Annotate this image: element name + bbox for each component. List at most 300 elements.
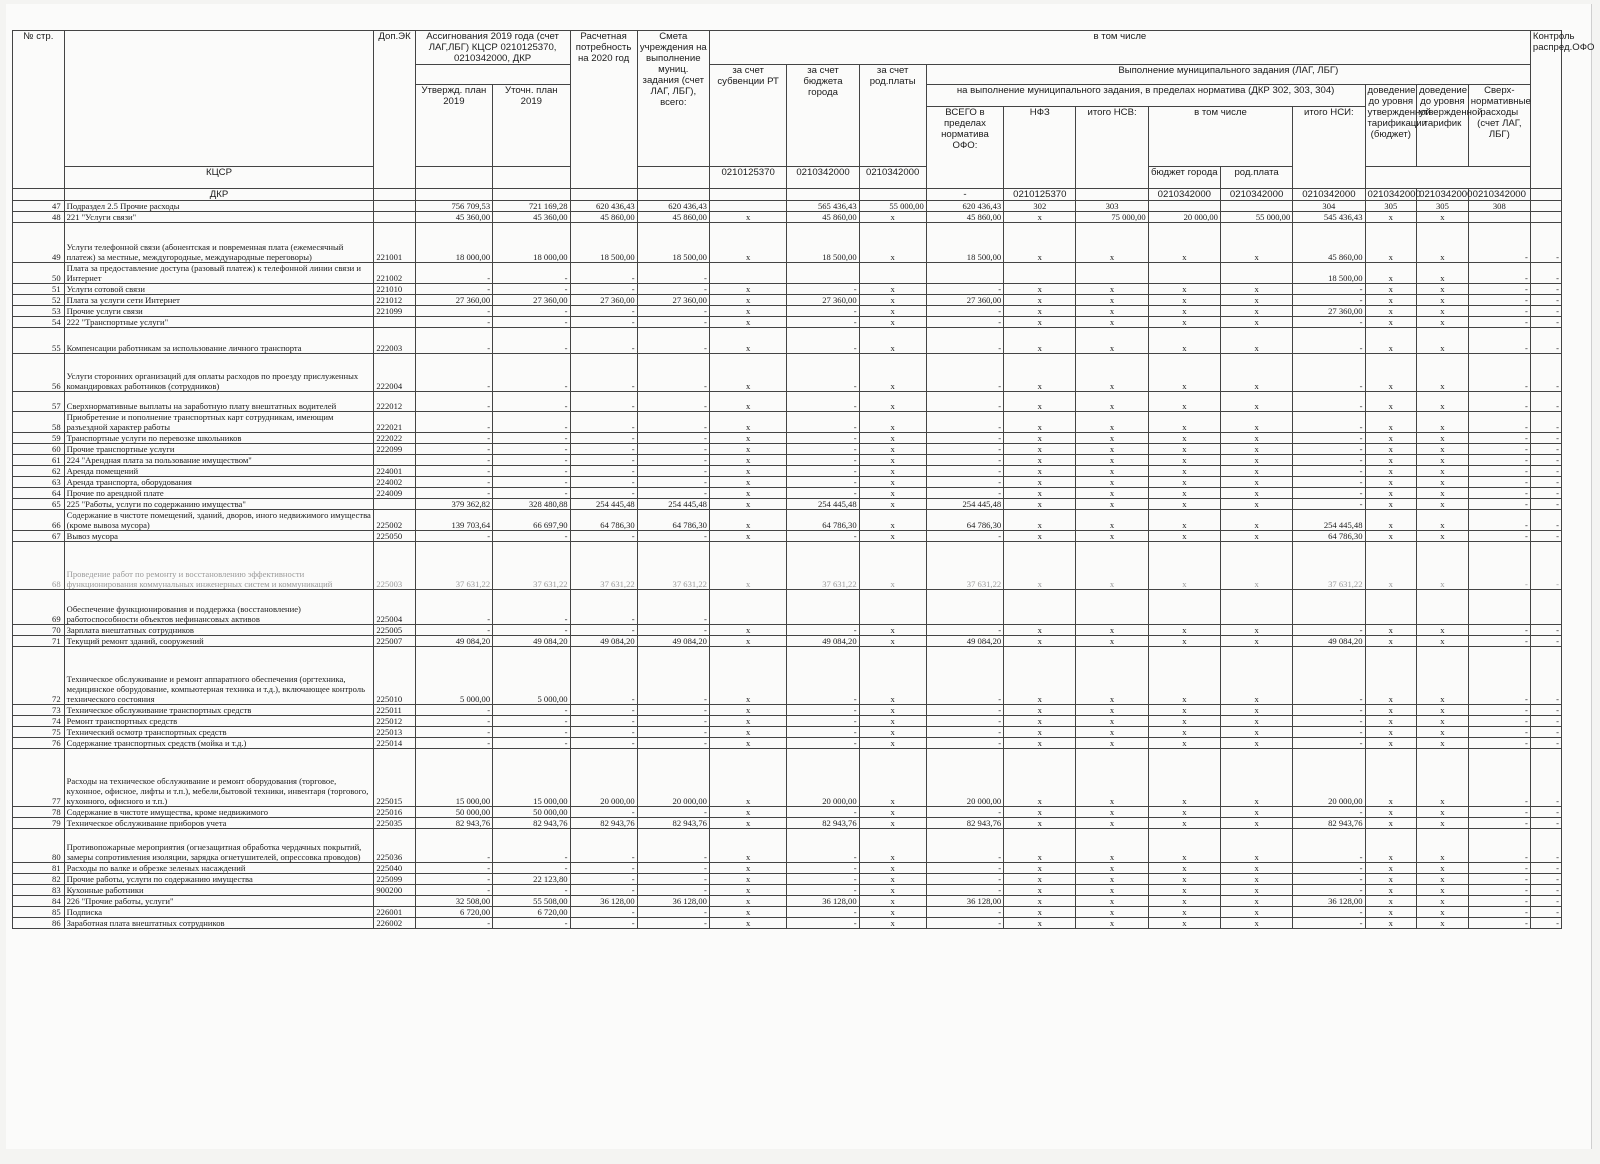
row-value: x xyxy=(709,392,786,412)
row-value: - xyxy=(1530,818,1561,829)
row-value: - xyxy=(493,284,570,295)
row-value: - xyxy=(415,863,492,874)
row-value: 37 631,22 xyxy=(787,542,859,590)
row-value: x xyxy=(1417,885,1469,896)
row-value: - xyxy=(926,625,1003,636)
row-value: x xyxy=(1417,317,1469,328)
row-name: Услуги телефонной связи (абонентская и повременная плата (ежемесячный платеж) за местные, междугородные, международные переговоры) xyxy=(64,223,374,263)
row-value: x xyxy=(709,488,786,499)
row-value: x xyxy=(709,716,786,727)
row-value: x xyxy=(709,444,786,455)
row-value: - xyxy=(787,885,859,896)
row-value: - xyxy=(637,412,709,433)
row-value: x xyxy=(1365,705,1417,716)
row-value: x xyxy=(709,896,786,907)
row-value: x xyxy=(1076,542,1148,590)
row-value: - xyxy=(926,716,1003,727)
row-value: x xyxy=(1220,885,1292,896)
row-value: - xyxy=(1530,444,1561,455)
table-row xyxy=(13,263,1562,284)
row-value: x xyxy=(1417,212,1469,223)
row-value: x xyxy=(1148,284,1220,295)
row-value: x xyxy=(859,466,926,477)
row-value: x xyxy=(1220,863,1292,874)
table-row xyxy=(13,444,1562,455)
row-value: x xyxy=(859,284,926,295)
row-value: x xyxy=(1365,647,1417,705)
row-value: x xyxy=(1365,749,1417,807)
row-value: - xyxy=(1530,636,1561,647)
row-value: - xyxy=(415,477,492,488)
row-value: x xyxy=(1365,223,1417,263)
row-value: - xyxy=(1530,716,1561,727)
row-name: Ремонт транспортных средств xyxy=(64,716,374,727)
row-value: - xyxy=(1530,499,1561,510)
row-value: x xyxy=(1004,907,1076,918)
row-value: - xyxy=(1530,738,1561,749)
row-value: - xyxy=(1293,738,1365,749)
row-code xyxy=(374,455,415,466)
row-value: x xyxy=(859,295,926,306)
row-code: 225003 xyxy=(374,542,415,590)
row-value xyxy=(926,590,1003,625)
row-code: 225099 xyxy=(374,874,415,885)
row-value: 82 943,76 xyxy=(493,818,570,829)
row-value: - xyxy=(787,727,859,738)
row-value: 37 631,22 xyxy=(1293,542,1365,590)
row-value: x xyxy=(1076,807,1148,818)
row-value: x xyxy=(1148,354,1220,392)
row-number: 61 xyxy=(13,455,65,466)
row-value: 49 084,20 xyxy=(415,636,492,647)
row-number: 50 xyxy=(13,263,65,284)
row-value: x xyxy=(1004,510,1076,531)
row-value: - xyxy=(1530,727,1561,738)
header-nfz: НФЗ xyxy=(1004,107,1076,189)
row-value: 254 445,48 xyxy=(637,499,709,510)
row-code: 225004 xyxy=(374,590,415,625)
row-value: x xyxy=(1148,488,1220,499)
row-value: - xyxy=(1530,874,1561,885)
row-value: - xyxy=(637,907,709,918)
row-value: 27 360,00 xyxy=(637,295,709,306)
row-value: x xyxy=(1076,284,1148,295)
row-value: - xyxy=(637,444,709,455)
row-value: - xyxy=(1293,444,1365,455)
row-value: - xyxy=(1530,531,1561,542)
row-value: 27 360,00 xyxy=(1293,306,1365,317)
row-value: - xyxy=(570,625,637,636)
header-itogo-nsi: итого НСИ: xyxy=(1293,107,1365,189)
row-value: 18 500,00 xyxy=(926,223,1003,263)
row-value: x xyxy=(1365,317,1417,328)
table-row xyxy=(13,354,1562,392)
row-value: x xyxy=(1076,466,1148,477)
row-value: x xyxy=(1220,749,1292,807)
header-assign: Ассигнования 2019 года (счет ЛАГ,ЛБГ) КЦСР 0210125370, 0210342000, ДКР xyxy=(415,31,570,65)
row-value: x xyxy=(1076,727,1148,738)
row-value: - xyxy=(570,317,637,328)
row-value: - xyxy=(926,477,1003,488)
row-value: 254 445,48 xyxy=(787,499,859,510)
row-value: x xyxy=(1417,433,1469,444)
row-value: x xyxy=(1220,466,1292,477)
row-value: 20 000,00 xyxy=(1148,212,1220,223)
row-value: - xyxy=(570,738,637,749)
row-value: x xyxy=(1417,716,1469,727)
row-value: x xyxy=(1148,328,1220,354)
row-value: x xyxy=(1076,749,1148,807)
row-value: - xyxy=(1530,412,1561,433)
row-value: x xyxy=(709,477,786,488)
row-value: - xyxy=(637,328,709,354)
header-doveden2: доведение до уровня утвержденной тарифик xyxy=(1417,85,1469,167)
row-value: 37 631,22 xyxy=(637,542,709,590)
row-value: - xyxy=(787,466,859,477)
row-name: Расходы по валке и обрезке зеленых насаждений xyxy=(64,863,374,874)
row-value: 620 436,43 xyxy=(637,201,709,212)
row-value: 49 084,20 xyxy=(570,636,637,647)
row-value: - xyxy=(415,263,492,284)
row-value: - xyxy=(637,829,709,863)
row-value: x xyxy=(859,818,926,829)
row-value: - xyxy=(637,531,709,542)
row-value: - xyxy=(637,885,709,896)
row-name: Техническое обслуживание и ремонт аппаратного обеспечения (оргтехника, медицинское оборудование, компьютерная техника и т.д.), включающее контроль технического состояния xyxy=(64,647,374,705)
row-value xyxy=(859,590,926,625)
row-value: - xyxy=(1530,807,1561,818)
row-value: x xyxy=(1004,705,1076,716)
table-row xyxy=(13,625,1562,636)
row-value: - xyxy=(493,466,570,477)
row-value: - xyxy=(570,412,637,433)
table-row xyxy=(13,749,1562,807)
row-code: 225015 xyxy=(374,749,415,807)
row-value xyxy=(709,263,786,284)
row-value: x xyxy=(1220,918,1292,929)
row-value: x xyxy=(859,749,926,807)
row-value xyxy=(709,201,786,212)
row-value: - xyxy=(787,433,859,444)
row-value: x xyxy=(1076,412,1148,433)
row-name: Плата за предоставление доступа (разовый платеж) к телефонной линии связи и Интернет xyxy=(64,263,374,284)
row-value: x xyxy=(1365,636,1417,647)
row-value: - xyxy=(415,531,492,542)
header-budg-gor: бюджет города xyxy=(1148,167,1220,189)
row-value: x xyxy=(1148,863,1220,874)
row-value: - xyxy=(493,716,570,727)
row-value: - xyxy=(570,918,637,929)
row-value: x xyxy=(1220,705,1292,716)
row-number: 55 xyxy=(13,328,65,354)
header-kcsr-nfz: 0210125370 xyxy=(1004,189,1076,201)
row-value: - xyxy=(1468,907,1530,918)
row-number: 68 xyxy=(13,542,65,590)
table-row xyxy=(13,212,1562,223)
row-value: - xyxy=(1468,863,1530,874)
row-value: x xyxy=(859,863,926,874)
row-value: 5 000,00 xyxy=(493,647,570,705)
row-value: x xyxy=(859,488,926,499)
row-value: x xyxy=(1004,477,1076,488)
row-value: x xyxy=(1004,625,1076,636)
header-vyp-norm: на выполнение муниципального задания, в пределах норматива (ДКР 302, 303, 304) xyxy=(926,85,1365,107)
row-value: 254 445,48 xyxy=(1293,510,1365,531)
row-value: x xyxy=(859,907,926,918)
row-name: Вывоз мусора xyxy=(64,531,374,542)
row-value xyxy=(709,590,786,625)
header-no: № стр. xyxy=(13,31,65,189)
row-value: x xyxy=(709,212,786,223)
row-value: x xyxy=(1220,306,1292,317)
row-value: 82 943,76 xyxy=(637,818,709,829)
row-value: - xyxy=(570,354,637,392)
row-value: x xyxy=(1417,263,1469,284)
row-value: x xyxy=(1076,499,1148,510)
row-code: 225005 xyxy=(374,625,415,636)
row-value: x xyxy=(1417,488,1469,499)
row-value: - xyxy=(493,590,570,625)
row-value: x xyxy=(1148,477,1220,488)
row-value: x xyxy=(1220,354,1292,392)
row-value: 37 631,22 xyxy=(415,542,492,590)
row-value: - xyxy=(570,885,637,896)
row-value: 15 000,00 xyxy=(415,749,492,807)
table-row xyxy=(13,818,1562,829)
row-value: x xyxy=(709,807,786,818)
table-row xyxy=(13,306,1562,317)
row-value: - xyxy=(570,531,637,542)
header-dkr-dov: 0210342000 xyxy=(1365,189,1417,201)
row-value: x xyxy=(1004,223,1076,263)
row-value xyxy=(1220,201,1292,212)
row-value: - xyxy=(787,531,859,542)
row-value: x xyxy=(1004,412,1076,433)
row-name: Заработная плата внештатных сотрудников xyxy=(64,918,374,929)
table-row xyxy=(13,727,1562,738)
row-code: 221099 xyxy=(374,306,415,317)
row-value: - xyxy=(926,907,1003,918)
row-value: x xyxy=(1365,499,1417,510)
table-row xyxy=(13,295,1562,306)
row-value: - xyxy=(637,433,709,444)
row-value: x xyxy=(1365,433,1417,444)
row-value: - xyxy=(570,284,637,295)
row-value: 32 508,00 xyxy=(415,896,492,907)
row-value: x xyxy=(709,885,786,896)
row-value: 721 169,28 xyxy=(493,201,570,212)
row-value: x xyxy=(1076,636,1148,647)
row-value: 545 436,43 xyxy=(1293,212,1365,223)
row-value: x xyxy=(1076,625,1148,636)
row-value: - xyxy=(1293,625,1365,636)
row-value: 18 000,00 xyxy=(493,223,570,263)
row-code: 900200 xyxy=(374,885,415,896)
row-value: x xyxy=(1076,829,1148,863)
row-value xyxy=(1148,590,1220,625)
row-value: - xyxy=(637,306,709,317)
row-value: x xyxy=(1417,818,1469,829)
row-value: - xyxy=(926,807,1003,818)
row-value: x xyxy=(1417,727,1469,738)
row-value: x xyxy=(1148,896,1220,907)
row-code xyxy=(374,212,415,223)
row-value: x xyxy=(1365,807,1417,818)
row-value: 49 084,20 xyxy=(637,636,709,647)
row-value: x xyxy=(859,317,926,328)
row-value: - xyxy=(1468,829,1530,863)
row-value: - xyxy=(1530,477,1561,488)
row-value: - xyxy=(926,647,1003,705)
row-value: - xyxy=(493,412,570,433)
row-value: x xyxy=(1365,531,1417,542)
row-value: x xyxy=(1004,874,1076,885)
row-value: - xyxy=(1293,317,1365,328)
row-value: - xyxy=(570,488,637,499)
row-value: x xyxy=(1365,863,1417,874)
row-name: 225 "Работы, услуги по содержанию имущества" xyxy=(64,499,374,510)
row-name: Содержание транспортных средств (мойка и т.д.) xyxy=(64,738,374,749)
row-value: - xyxy=(926,328,1003,354)
row-value: x xyxy=(1004,636,1076,647)
row-value: - xyxy=(1468,625,1530,636)
row-value: - xyxy=(926,354,1003,392)
row-code xyxy=(374,317,415,328)
row-value: - xyxy=(1468,531,1530,542)
row-value: x xyxy=(1417,625,1469,636)
table-row xyxy=(13,829,1562,863)
table-row xyxy=(13,284,1562,295)
row-value: x xyxy=(1220,716,1292,727)
row-value: 75 000,00 xyxy=(1076,212,1148,223)
row-value: x xyxy=(1220,433,1292,444)
row-value: x xyxy=(1004,885,1076,896)
row-number: 79 xyxy=(13,818,65,829)
row-name: Технический осмотр транспортных средств xyxy=(64,727,374,738)
row-value: - xyxy=(1293,829,1365,863)
row-value: x xyxy=(709,907,786,918)
row-value: - xyxy=(637,647,709,705)
row-number: 80 xyxy=(13,829,65,863)
row-value: x xyxy=(859,636,926,647)
row-value: x xyxy=(709,354,786,392)
row-value: x xyxy=(859,223,926,263)
row-value: x xyxy=(1004,716,1076,727)
table-row xyxy=(13,918,1562,929)
row-value xyxy=(787,590,859,625)
header-kontrol: Контроль распред.ОФО xyxy=(1530,31,1561,189)
row-value: x xyxy=(709,531,786,542)
row-value: - xyxy=(787,306,859,317)
header-vtom: в том числе xyxy=(709,31,1530,65)
row-value: x xyxy=(1417,412,1469,433)
row-value xyxy=(1148,263,1220,284)
row-value: x xyxy=(1417,466,1469,477)
row-value: - xyxy=(1530,907,1561,918)
row-name: Услуги сторонних организаций для оплаты расходов по проезду прислуженных командировках работников (сотрудников) xyxy=(64,354,374,392)
row-value: x xyxy=(1220,284,1292,295)
row-value: x xyxy=(1004,647,1076,705)
row-value: x xyxy=(859,328,926,354)
row-value: x xyxy=(1148,636,1220,647)
row-value: - xyxy=(493,863,570,874)
row-value: - xyxy=(926,531,1003,542)
row-value: - xyxy=(1293,433,1365,444)
header-dopek: Доп.ЭК xyxy=(374,31,415,189)
row-value: - xyxy=(570,863,637,874)
row-number: 56 xyxy=(13,354,65,392)
row-value: - xyxy=(1530,647,1561,705)
row-value: x xyxy=(1148,738,1220,749)
row-value: - xyxy=(493,829,570,863)
row-value: - xyxy=(1530,263,1561,284)
row-number: 67 xyxy=(13,531,65,542)
row-value: 620 436,43 xyxy=(570,201,637,212)
row-value: 565 436,43 xyxy=(787,201,859,212)
row-value: - xyxy=(1293,918,1365,929)
row-value: x xyxy=(709,738,786,749)
row-value: - xyxy=(1468,542,1530,590)
row-value: - xyxy=(570,807,637,818)
row-value: x xyxy=(1148,818,1220,829)
row-value: 27 360,00 xyxy=(787,295,859,306)
row-value: - xyxy=(1530,317,1561,328)
row-value: - xyxy=(926,727,1003,738)
row-value: x xyxy=(709,295,786,306)
row-name: Противопожарные мероприятия (огнезащитная обработка чердачных покрытий, замеры сопротивления изоляции, зарядка огнетушителей, опрессовка проводов) xyxy=(64,829,374,863)
row-value: x xyxy=(859,531,926,542)
row-value: x xyxy=(1004,896,1076,907)
row-value: - xyxy=(493,444,570,455)
row-value: 36 128,00 xyxy=(1293,896,1365,907)
row-value: - xyxy=(787,284,859,295)
row-number: 60 xyxy=(13,444,65,455)
table-row xyxy=(13,863,1562,874)
row-value: x xyxy=(1417,223,1469,263)
row-value xyxy=(1004,590,1076,625)
row-value: 303 xyxy=(1076,201,1148,212)
row-value: - xyxy=(1530,625,1561,636)
row-value: x xyxy=(1076,531,1148,542)
row-code: 225011 xyxy=(374,705,415,716)
row-value: x xyxy=(1076,885,1148,896)
row-name: 222 "Транспортные услуги" xyxy=(64,317,374,328)
row-value: x xyxy=(1365,328,1417,354)
row-value: x xyxy=(1220,510,1292,531)
row-name: Содержание в чистоте помещений, зданий, дворов, иного недвижимого имущества (кроме вывоза мусора) xyxy=(64,510,374,531)
row-value: - xyxy=(415,392,492,412)
row-value: 82 943,76 xyxy=(1293,818,1365,829)
row-value: - xyxy=(570,455,637,466)
row-code: 225036 xyxy=(374,829,415,863)
row-value: x xyxy=(859,455,926,466)
row-value: x xyxy=(1365,727,1417,738)
row-value: x xyxy=(1076,455,1148,466)
row-value: - xyxy=(926,455,1003,466)
row-code: 225035 xyxy=(374,818,415,829)
row-value: - xyxy=(1530,918,1561,929)
row-value: x xyxy=(1220,223,1292,263)
row-value: x xyxy=(1220,455,1292,466)
table-row xyxy=(13,896,1562,907)
row-name: Проведение работ по ремонту и восстановлению эффективности функционирования коммунальных инженерных систем и коммуникаций xyxy=(64,542,374,590)
row-name: Техническое обслуживание приборов учета xyxy=(64,818,374,829)
row-value: x xyxy=(1004,392,1076,412)
row-value: - xyxy=(1468,647,1530,705)
row-value xyxy=(1220,590,1292,625)
row-value: x xyxy=(1417,918,1469,929)
row-value: x xyxy=(1076,392,1148,412)
